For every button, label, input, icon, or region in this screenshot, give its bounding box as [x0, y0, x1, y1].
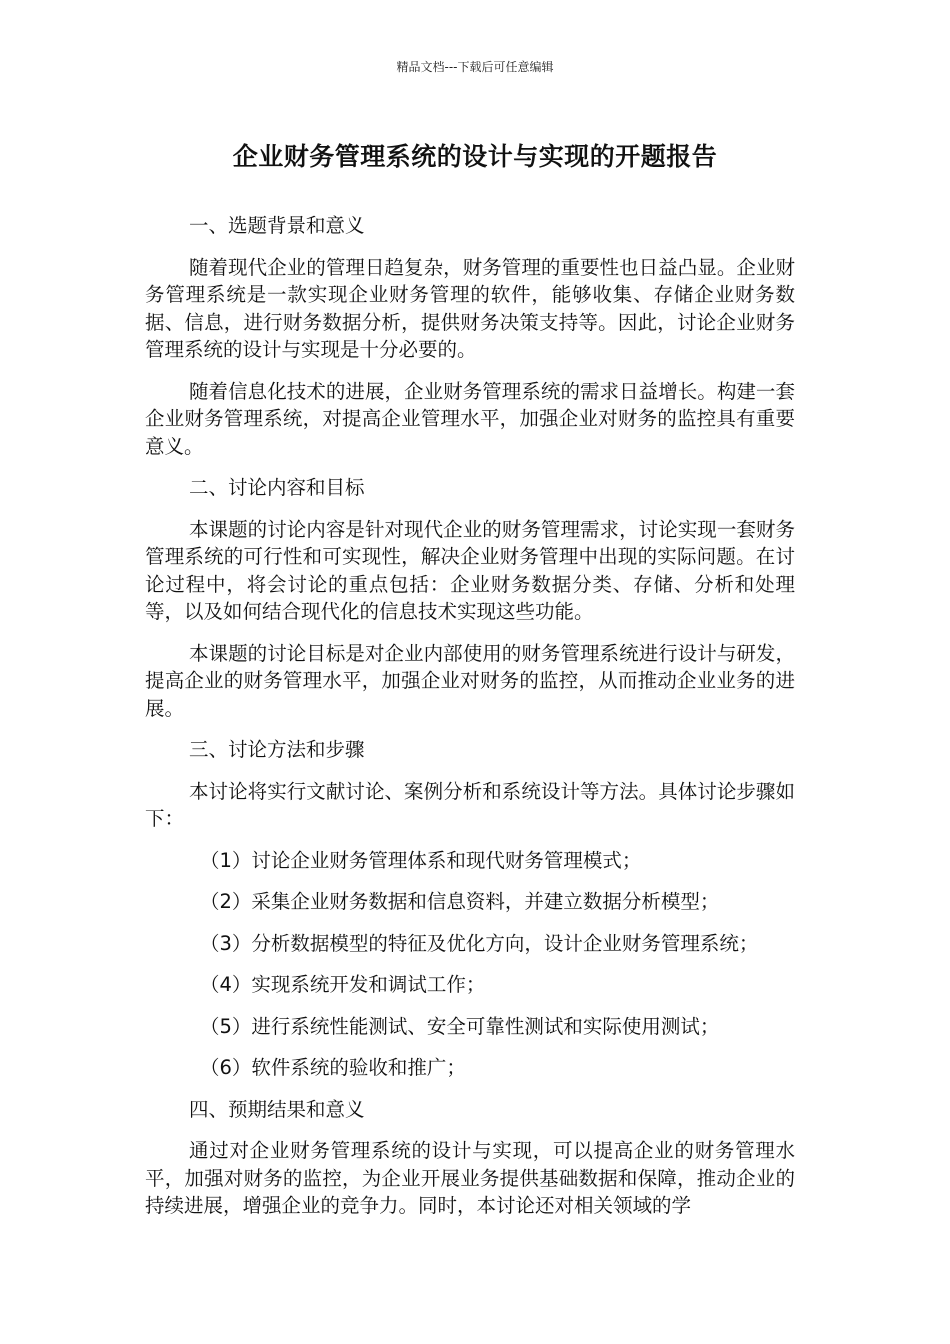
step-item: （2）采集企业财务数据和信息资料，并建立数据分析模型； — [200, 890, 720, 913]
paragraph: 随着信息化技术的进展，企业财务管理系统的需求日益增长。构建一套企业财务管理系统，对提高企业管理水平，加强企业对财务的监控具有重要意义。 — [145, 379, 795, 458]
section-heading: 二、讨论内容和目标 — [189, 476, 365, 499]
step-item: （6）软件系统的验收和推广； — [200, 1056, 466, 1079]
page-header: 精品文档---下载后可任意编辑 — [396, 60, 554, 74]
document-title: 企业财务管理系统的设计与实现的开题报告 — [232, 142, 718, 171]
step-item: （1）讨论企业财务管理体系和现代财务管理模式； — [200, 848, 642, 872]
section-heading: 一、选题背景和意义 — [189, 214, 365, 237]
paragraph: 随着现代企业的管理日趋复杂，财务管理的重要性也日益凸显。企业财务管理系统是一款实现企业财务管理的软件，能够收集、存储企业财务数据、信息，进行财务数据分析，提供财务决策支持等。因此，讨论企业财务管理系统的设计与实现是十分必要的。 — [145, 255, 795, 361]
paragraph: 本课题的讨论目标是对企业内部使用的财务管理系统进行设计与研发，提高企业的财务管理水平，加强企业对财务的监控，从而推动企业业务的进展。 — [145, 641, 795, 720]
section-heading: 四、预期结果和意义 — [189, 1097, 365, 1121]
step-item: （3）分析数据模型的特征及优化方向，设计企业财务管理系统； — [200, 931, 759, 955]
section-heading: 三、讨论方法和步骤 — [189, 738, 365, 761]
paragraph: 通过对企业财务管理系统的设计与实现，可以提高企业的财务管理水平，加强对财务的监控，为企业开展业务提供基础数据和保障，推动企业的持续进展，增强企业的竞争力。同时，本讨论还对相关领域的学 — [145, 1139, 795, 1217]
step-item: （4）实现系统开发和调试工作； — [200, 973, 486, 996]
paragraph: 本讨论将实行文献讨论、案例分析和系统设计等方法。具体讨论步骤如下： — [145, 779, 795, 830]
paragraph: 本课题的讨论内容是针对现代企业的财务管理需求，讨论实现一套财务管理系统的可行性和可实现性，解决企业财务管理中出现的实际问题。在讨论过程中，将会讨论的重点包括：企业财务数据分类、存储、分析和处理等，以及如何结合现代化的信息技术实现这些功能。 — [145, 517, 795, 623]
document-body — [145, 212, 795, 1234]
step-item: （5）进行系统性能测试、安全可靠性测试和实际使用测试； — [200, 1014, 720, 1038]
